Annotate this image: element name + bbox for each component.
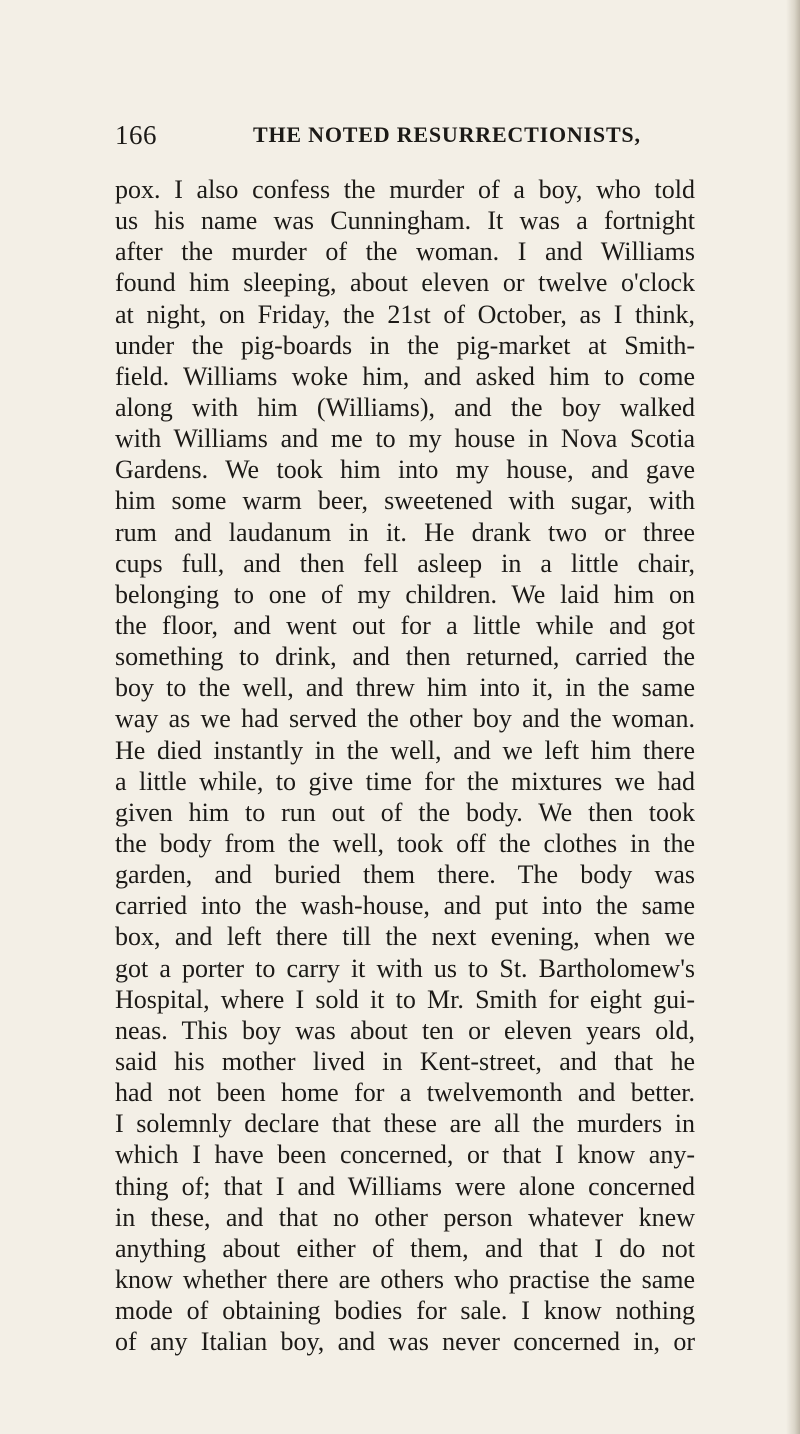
text-line: box, and left there till the next evening, when we — [115, 922, 695, 952]
text-line: given him to run out of the body. We then took — [115, 797, 695, 827]
text-line: us his name was Cunningham. It was a fortnight — [115, 206, 695, 236]
text-line: at night, on Friday, the 21st of October, as I think, — [115, 299, 695, 329]
text-line: anything about either of them, and that I do not — [115, 1233, 695, 1263]
text-line: said his mother lived in Kent-street, and that he — [115, 1046, 695, 1076]
body-text — [115, 174, 695, 1357]
text-line: got a porter to carry it with us to St. Bartholomew's — [115, 953, 695, 983]
text-line: cups full, and then fell asleep in a little chair, — [115, 548, 695, 578]
text-line: him some warm beer, sweetened with sugar, with — [115, 486, 695, 516]
text-line: pox. I also confess the murder of a boy, who told — [115, 175, 695, 204]
text-line: I solemnly declare that these are all the murders in — [115, 1109, 695, 1139]
text-line: the body from the well, took off the clothes in the — [115, 828, 695, 858]
text-line: along with him (Williams), and the boy walked — [115, 392, 695, 422]
text-line: which I have been concerned, or that I know any- — [115, 1140, 695, 1170]
text-line: field. Williams woke him, and asked him to come — [115, 361, 695, 391]
text-line: something to drink, and then returned, carried the — [115, 642, 695, 672]
text-line: belonging to one of my children. We laid him on — [115, 579, 695, 609]
text-line: Hospital, where I sold it to Mr. Smith for eight gui- — [115, 984, 695, 1014]
text-line: Gardens. We took him into my house, and gave — [115, 455, 695, 485]
text-line: know whether there are others who practise the same — [115, 1264, 695, 1294]
text-line: rum and laudanum in it. He drank two or three — [115, 517, 695, 547]
text-line: the floor, and went out for a little while and got — [115, 610, 695, 640]
page-edge-shadow — [786, 0, 800, 1434]
text-line: under the pig-boards in the pig-market at Smith- — [115, 330, 695, 360]
text-line: thing of; that I and Williams were alone concerned — [115, 1171, 695, 1201]
text-line: a little while, to give time for the mixtures we had — [115, 766, 695, 796]
text-line: garden, and buried them there. The body was — [115, 860, 695, 890]
text-line: of any Italian boy, and was never concerned in, or — [115, 1327, 695, 1357]
text-line: way as we had served the other boy and the woman. — [115, 704, 695, 734]
text-line: in these, and that no other person whatever knew — [115, 1202, 695, 1232]
text-line: with Williams and me to my house in Nova Scotia — [115, 424, 695, 454]
page-number: 166 — [115, 120, 157, 150]
text-line: had not been home for a twelvemonth and better. — [115, 1078, 695, 1108]
text-line: boy to the well, and threw him into it, in the same — [115, 673, 695, 703]
page-header — [115, 120, 695, 160]
running-head: THE NOTED RESURRECTIONISTS, — [253, 122, 641, 147]
text-line: neas. This boy was about ten or eleven years old, — [115, 1015, 695, 1045]
text-line: after the murder of the woman. I and Williams — [115, 237, 695, 267]
text-line: mode of obtaining bodies for sale. I know nothing — [115, 1296, 695, 1326]
text-line: He died instantly in the well, and we left him there — [115, 735, 695, 765]
text-line: found him sleeping, about eleven or twelve o'clock — [115, 268, 695, 298]
text-line: carried into the wash-house, and put into the same — [115, 891, 695, 921]
